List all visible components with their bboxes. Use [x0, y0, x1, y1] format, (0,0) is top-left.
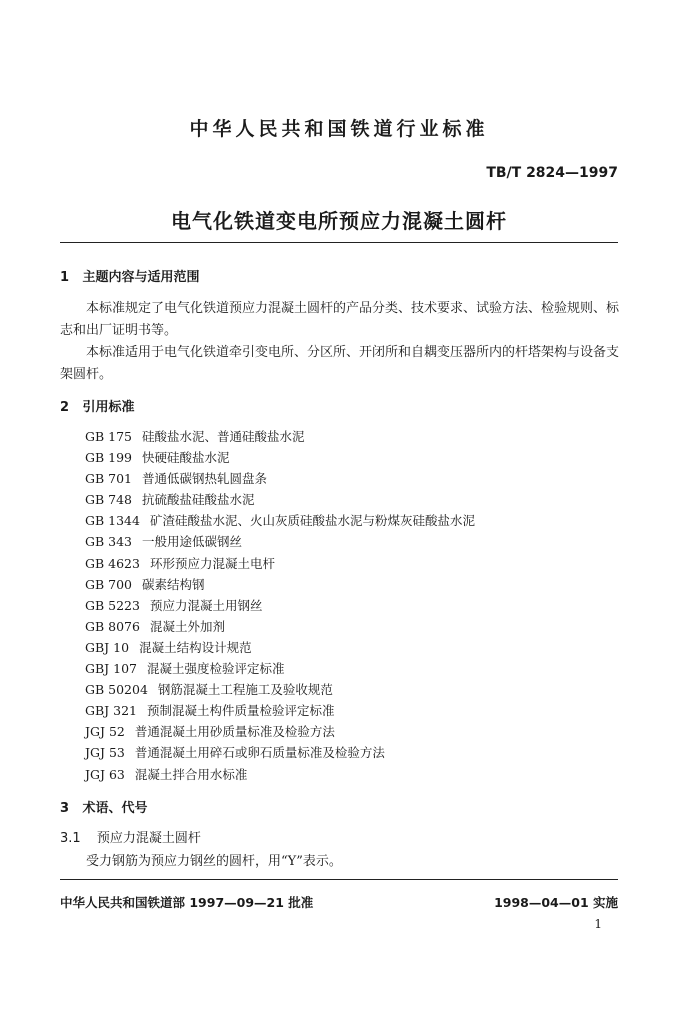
- reference-item: [85, 658, 475, 679]
- approval-statement: 中华人民共和国铁道部 1997—09—21 批准: [60, 895, 314, 910]
- subsection-number: 3.1: [60, 831, 81, 846]
- reference-title: 普通低碳钢热轧圆盘条: [142, 471, 268, 487]
- reference-code: GB 748: [85, 492, 133, 508]
- reference-item: [85, 510, 475, 531]
- reference-code: GB 8076: [85, 618, 140, 634]
- reference-code: GB 1344: [85, 513, 140, 529]
- reference-code: GBJ 107: [85, 661, 138, 677]
- reference-title: 预制混凝土构件质量检验评定标准: [147, 703, 335, 719]
- reference-title: 混凝土结构设计规范: [139, 639, 252, 655]
- reference-code: GB 701: [85, 471, 133, 487]
- reference-item: [85, 447, 475, 468]
- section-number: 1: [60, 270, 70, 285]
- section-2-heading: [60, 396, 135, 415]
- subsection-3-1-heading: [60, 827, 201, 846]
- reference-code: JGJ 52: [85, 724, 125, 740]
- reference-title: 混凝土强度检验评定标准: [147, 661, 285, 677]
- reference-item: [85, 489, 475, 510]
- reference-item: [85, 721, 475, 742]
- title-divider: [60, 242, 618, 243]
- section-title: 术语、代号: [82, 801, 148, 816]
- reference-code: GB 175: [85, 429, 133, 444]
- section-3-heading: [60, 797, 148, 816]
- reference-code: GB 199: [85, 450, 133, 466]
- reference-title: 抗硫酸盐硅酸盐水泥: [142, 492, 255, 508]
- section-1-heading: [60, 266, 200, 285]
- reference-item: [85, 679, 475, 700]
- reference-item: [85, 426, 475, 447]
- reference-item: [85, 764, 475, 785]
- footer-divider: [60, 879, 618, 880]
- subsection-text: 受力钢筋为预应力钢丝的圆杆，用“Y”表示。: [86, 854, 342, 869]
- reference-title: 混凝土外加剂: [149, 618, 225, 634]
- standard-number: TB/T 2824—1997: [486, 165, 618, 181]
- reference-code: GB 343: [85, 534, 133, 550]
- section-title: 引用标准: [82, 400, 135, 415]
- reference-code: GBJ 321: [85, 703, 138, 719]
- reference-code: GB 700: [85, 576, 133, 592]
- reference-item: [85, 574, 475, 595]
- reference-item: [85, 616, 475, 637]
- section-title: 主题内容与适用范围: [82, 270, 200, 285]
- reference-title: 环形预应力混凝土电杆: [149, 555, 275, 571]
- page-number: 1: [594, 917, 602, 931]
- subsection-title: 预应力混凝土圆杆: [96, 831, 201, 846]
- reference-title: 硅酸盐水泥、普通硅酸盐水泥: [142, 429, 305, 444]
- reference-item: [85, 531, 475, 552]
- reference-item: [85, 700, 475, 721]
- reference-item: [85, 553, 475, 574]
- reference-title: 一般用途低碳钢丝: [142, 534, 243, 550]
- issuing-body-title: 中华人民共和国铁道行业标准: [189, 118, 489, 140]
- reference-code: JGJ 53: [85, 745, 125, 761]
- section-number: 3: [60, 801, 70, 816]
- reference-code: JGJ 63: [85, 766, 125, 782]
- reference-title: 普通混凝土用砂质量标准及检验方法: [134, 724, 335, 740]
- reference-item: [85, 742, 475, 763]
- reference-code: GBJ 10: [85, 639, 130, 655]
- implementation-date: 1998—04—01 实施: [494, 895, 618, 910]
- reference-item: [85, 637, 475, 658]
- reference-title: 预应力混凝土用钢丝: [149, 597, 263, 613]
- document-title: 电气化铁道变电所预应力混凝土圆杆: [171, 209, 507, 233]
- reference-item: [85, 468, 475, 489]
- reference-code: GB 5223: [85, 597, 140, 613]
- reference-code: GB 50204: [85, 682, 148, 698]
- reference-title: 碳素结构钢: [142, 576, 205, 592]
- reference-title: 普通混凝土用碎石或卵石质量标准及检验方法: [134, 745, 385, 761]
- reference-title: 混凝土拌合用水标准: [134, 766, 248, 782]
- section-number: 2: [60, 400, 70, 415]
- reference-item: [85, 595, 475, 616]
- paragraph: 本标准适用于电气化铁道牵引变电所、分区所、开闭所和自耦变压器所内的杆塔架构与设备支架圆杆。: [60, 345, 620, 382]
- reference-list: [85, 426, 475, 785]
- reference-code: GB 4623: [85, 555, 140, 571]
- reference-title: 快硬硅酸盐水泥: [142, 450, 230, 466]
- paragraph: 本标准规定了电气化铁道预应力混凝土圆杆的产品分类、技术要求、试验方法、检验规则、标志和出厂证明书等。: [60, 301, 620, 338]
- reference-title: 矿渣硅酸盐水泥、火山灰质硅酸盐水泥与粉煤灰硅酸盐水泥: [149, 513, 475, 529]
- reference-title: 钢筋混凝土工程施工及验收规范: [157, 682, 333, 698]
